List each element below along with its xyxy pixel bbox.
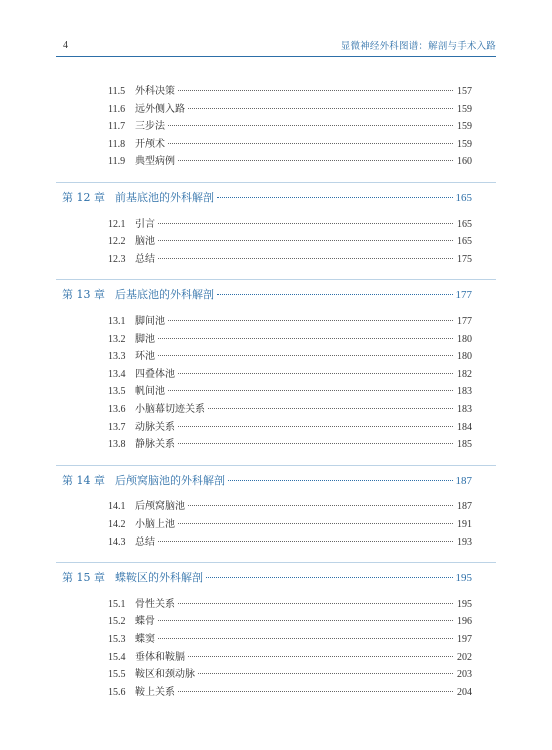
section-title: 小脑幕切迹关系 [135, 404, 205, 415]
section-title: 骨性关系 [135, 598, 175, 610]
section-title: 总结 [135, 253, 155, 265]
section-entry[interactable] [108, 368, 472, 382]
section-number: 13.2 [108, 333, 126, 345]
section-title: 蝶骨 [135, 616, 155, 628]
section-page: 187 [457, 501, 472, 513]
section-page: 175 [457, 253, 472, 265]
dot-leader [178, 691, 453, 692]
section-entry[interactable] [108, 536, 472, 550]
dot-leader [217, 294, 453, 295]
chapter-page: 177 [455, 289, 472, 302]
chapter-divider [56, 562, 496, 563]
dot-leader [168, 320, 453, 321]
section-title: 后颅窝脑池 [135, 501, 185, 513]
chapter-label: 第 14 章 [62, 473, 105, 487]
section-number: 15.1 [108, 598, 126, 610]
dot-leader [178, 90, 453, 91]
dot-leader [178, 443, 453, 444]
section-entry[interactable] [108, 686, 472, 700]
section-entry[interactable] [108, 253, 472, 267]
section-title: 鞍上关系 [135, 686, 175, 698]
section-title: 动脉关系 [135, 421, 175, 433]
dot-leader [208, 408, 453, 409]
section-page: 197 [457, 634, 472, 645]
section-number: 13.4 [108, 368, 126, 380]
section-page: 180 [457, 333, 472, 345]
section-number: 13.8 [108, 439, 126, 451]
chapter-label: 第 13 章 [62, 288, 105, 302]
section-title: 脚间池 [135, 316, 165, 327]
chapter-entry[interactable] [62, 571, 472, 585]
section-page: 183 [457, 386, 472, 398]
section-title: 垂体和鞍膈 [135, 651, 185, 663]
section-title: 帆间池 [135, 386, 165, 398]
dot-leader [158, 620, 453, 621]
section-title: 远外侧入路 [135, 103, 185, 115]
section-number: 15.2 [108, 616, 126, 628]
section-page: 183 [457, 404, 472, 415]
chapter-page: 195 [455, 572, 472, 585]
dot-leader [198, 673, 453, 674]
section-page: 196 [457, 616, 472, 628]
section-entry[interactable] [108, 500, 472, 514]
section-title: 总结 [135, 536, 155, 548]
section-entry[interactable] [108, 421, 472, 435]
section-number: 14.2 [108, 519, 126, 530]
dot-leader [168, 143, 453, 144]
section-number: 11.9 [108, 156, 126, 168]
chapter-label: 第 15 章 [62, 571, 105, 585]
section-number: 11.7 [108, 121, 126, 133]
section-number: 12.3 [108, 253, 126, 265]
section-number: 12.2 [108, 236, 126, 248]
section-entry[interactable] [108, 315, 472, 329]
section-number: 15.6 [108, 686, 126, 698]
section-page: 195 [457, 598, 472, 610]
section-title: 引言 [135, 218, 155, 230]
dot-leader [188, 108, 453, 109]
section-page: 165 [457, 236, 472, 248]
section-page: 159 [457, 121, 472, 133]
section-title: 典型病例 [135, 156, 175, 168]
section-title: 静脉关系 [135, 439, 175, 451]
section-number: 11.5 [108, 86, 126, 97]
section-title: 四叠体池 [135, 368, 175, 380]
dot-leader [158, 638, 453, 639]
section-entry[interactable] [108, 218, 472, 232]
section-page: 165 [457, 218, 472, 230]
chapter-title: 前基底池的外科解剖 [115, 191, 214, 204]
section-number: 14.3 [108, 536, 126, 548]
dot-leader [158, 338, 453, 339]
dot-leader [206, 577, 453, 578]
section-number: 15.5 [108, 669, 126, 681]
dot-leader [178, 160, 453, 161]
dot-leader [168, 390, 453, 391]
page-number: 4 [63, 39, 68, 51]
section-entry[interactable] [108, 103, 472, 117]
chapter-entry[interactable] [62, 474, 472, 488]
section-page: 202 [457, 651, 472, 663]
section-entry[interactable] [108, 155, 472, 169]
chapter-label: 第 12 章 [62, 191, 105, 204]
section-title: 蝶窦 [135, 634, 155, 645]
dot-leader [188, 656, 453, 657]
section-entry[interactable] [108, 138, 472, 152]
chapter-entry[interactable] [62, 288, 472, 302]
section-title: 环池 [135, 351, 155, 363]
section-entry[interactable] [108, 85, 472, 99]
book-title: 显微神经外科图谱：解剖与手术入路 [340, 41, 496, 52]
section-entry[interactable] [108, 651, 472, 665]
chapter-divider [56, 279, 496, 280]
dot-leader [188, 505, 453, 506]
section-entry[interactable] [108, 385, 472, 399]
dot-leader [158, 223, 453, 224]
section-number: 13.5 [108, 386, 126, 398]
section-page: 193 [457, 536, 472, 548]
chapter-divider [56, 182, 496, 183]
chapter-page: 165 [455, 192, 472, 204]
dot-leader [158, 258, 453, 259]
section-number: 12.1 [108, 218, 126, 230]
section-number: 14.1 [108, 501, 126, 513]
chapter-title: 后颅窝脑池的外科解剖 [115, 473, 225, 487]
dot-leader [178, 523, 453, 524]
dot-leader [178, 603, 453, 604]
dot-leader [168, 125, 453, 126]
section-page: 182 [457, 368, 472, 380]
section-page: 177 [457, 316, 472, 327]
section-page: 159 [457, 103, 472, 115]
section-number: 13.6 [108, 404, 126, 415]
chapter-title: 后基底池的外科解剖 [115, 288, 214, 302]
dot-leader [158, 355, 453, 356]
section-title: 开颅术 [135, 138, 165, 150]
section-page: 204 [457, 686, 472, 698]
section-page: 180 [457, 351, 472, 363]
section-entry[interactable] [108, 633, 472, 647]
section-number: 13.1 [108, 316, 126, 327]
dot-leader [178, 373, 453, 374]
section-number: 13.3 [108, 351, 126, 363]
section-entry[interactable] [108, 235, 472, 249]
dot-leader [228, 480, 453, 481]
chapter-entry[interactable] [62, 191, 472, 205]
dot-leader [178, 426, 453, 427]
section-entry[interactable] [108, 438, 472, 452]
section-number: 13.7 [108, 421, 126, 433]
section-page: 184 [457, 421, 472, 433]
section-title: 小脑上池 [135, 519, 175, 530]
section-title: 外科决策 [135, 86, 175, 97]
chapter-title: 蝶鞍区的外科解剖 [115, 571, 203, 585]
section-page: 160 [457, 156, 472, 168]
section-title: 脑池 [135, 236, 155, 248]
section-page: 157 [457, 86, 472, 97]
section-entry[interactable] [108, 615, 472, 629]
section-number: 15.4 [108, 651, 126, 663]
section-title: 脚池 [135, 333, 155, 345]
section-entry[interactable] [108, 598, 472, 612]
section-number: 15.3 [108, 634, 126, 645]
chapter-page: 187 [455, 474, 472, 487]
section-title: 三步法 [135, 121, 165, 133]
chapter-divider [56, 465, 496, 466]
section-entry[interactable] [108, 350, 472, 364]
section-entry[interactable] [108, 518, 472, 532]
dot-leader [158, 541, 453, 542]
section-number: 11.6 [108, 103, 126, 115]
section-page: 159 [457, 138, 472, 150]
section-entry[interactable] [108, 403, 472, 417]
section-page: 203 [457, 669, 472, 681]
dot-leader [217, 197, 453, 198]
section-number: 11.8 [108, 138, 126, 150]
dot-leader [158, 240, 453, 241]
section-entry[interactable] [108, 333, 472, 347]
section-page: 191 [457, 519, 472, 530]
section-page: 185 [457, 439, 472, 451]
section-title: 鞍区和颈动脉 [135, 669, 195, 681]
section-entry[interactable] [108, 120, 472, 134]
section-entry[interactable] [108, 668, 472, 682]
